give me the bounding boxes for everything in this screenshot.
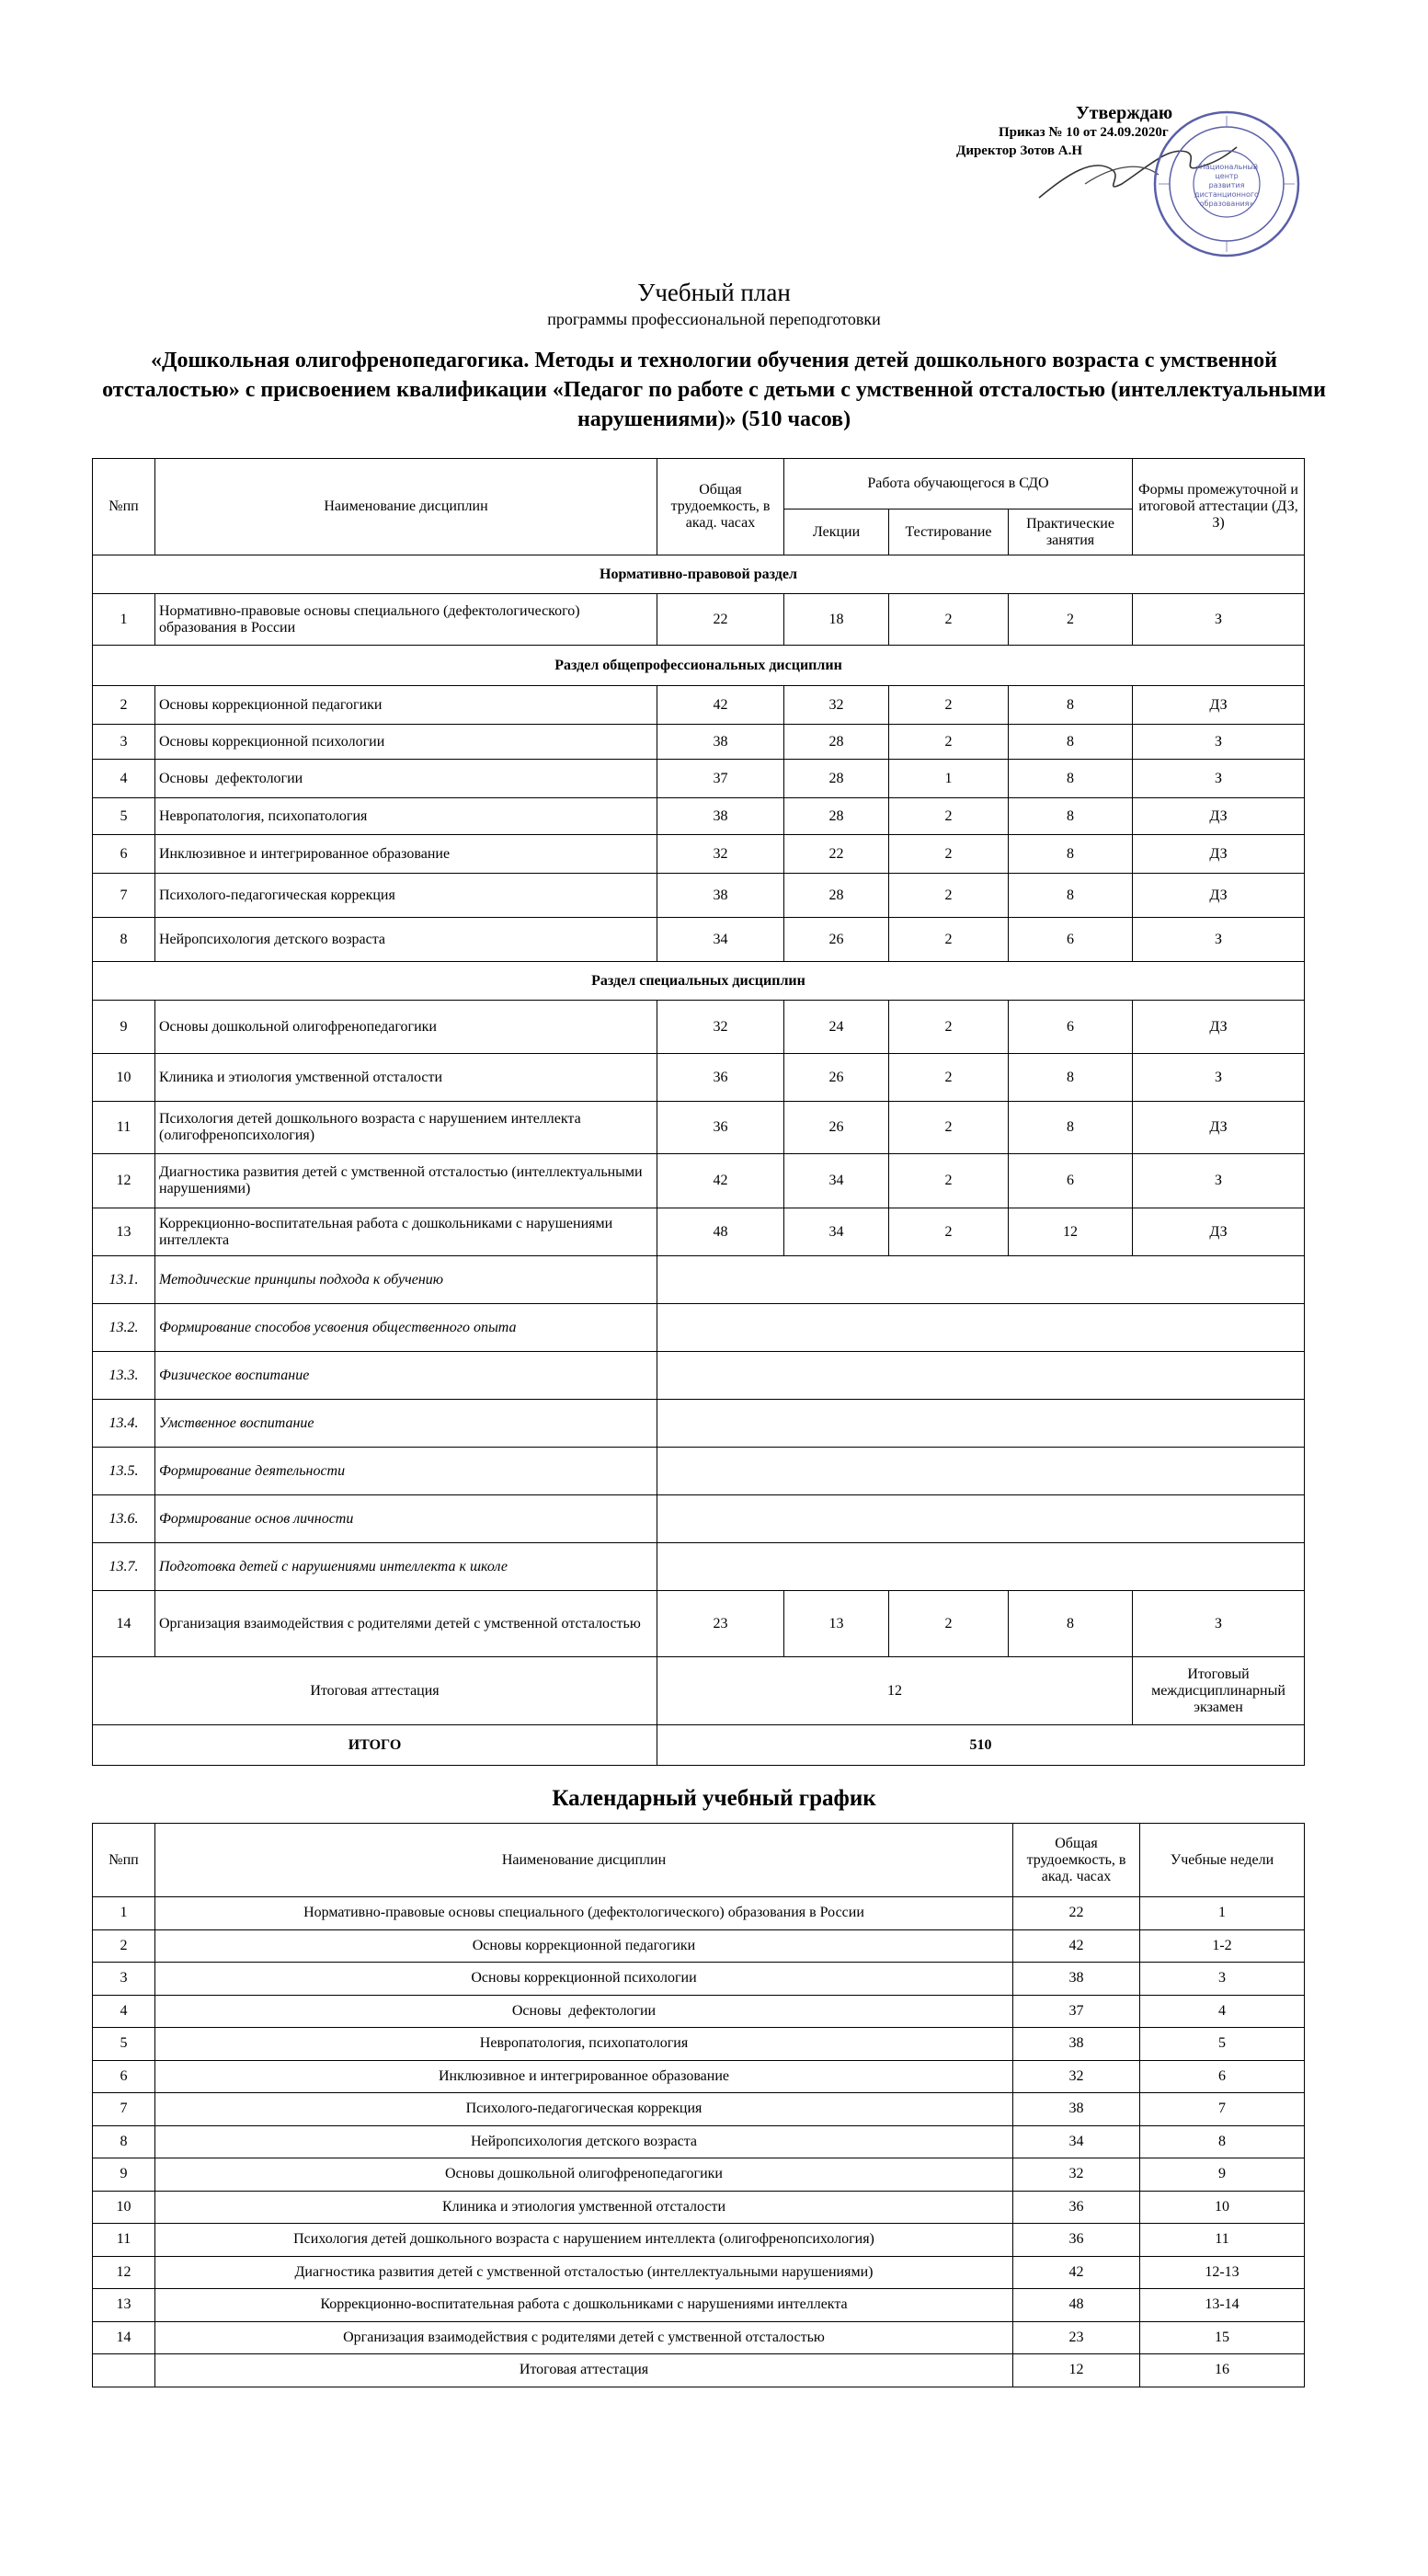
plan-header-name: Наименование дисциплин <box>155 459 657 555</box>
row-num: 6 <box>93 835 155 874</box>
row-num: 4 <box>93 760 155 798</box>
row-lectures: 34 <box>784 1154 889 1208</box>
sub-row <box>93 1543 1305 1591</box>
row-name: Организация взаимодействия с родителями детей с умственной отсталостью <box>155 1591 657 1657</box>
svg-text:развития: развития <box>1208 181 1245 189</box>
svg-text:дистанционного: дистанционного <box>1194 190 1259 199</box>
row-testing: 1 <box>889 760 1009 798</box>
plan-header-practice: Практические занятия <box>1009 509 1133 555</box>
total-row <box>93 1725 1305 1766</box>
cal-row-name: Психология детей дошкольного возраста с нарушением интеллекта (олигофренопсихология) <box>155 2224 1013 2257</box>
row-lectures: 24 <box>784 1001 889 1054</box>
row-testing: 2 <box>889 686 1009 725</box>
final-hours: 12 <box>657 1657 1133 1725</box>
row-form: ДЗ <box>1133 1208 1305 1256</box>
table-row <box>93 725 1305 760</box>
row-total: 48 <box>657 1208 784 1256</box>
row-total: 34 <box>657 918 784 962</box>
row-practice: 6 <box>1009 1001 1133 1054</box>
row-total: 32 <box>657 1001 784 1054</box>
table-row <box>93 2191 1305 2224</box>
cal-row-weeks: 16 <box>1140 2354 1305 2387</box>
table-row <box>93 1929 1305 1963</box>
row-name: Невропатология, психопатология <box>155 798 657 835</box>
plan-section-2: Раздел общепрофессиональных дисциплин <box>93 646 1305 686</box>
cal-row-num: 7 <box>93 2093 155 2126</box>
plan-header-testing: Тестирование <box>889 509 1009 555</box>
row-form: З <box>1133 594 1305 646</box>
row-num: 9 <box>93 1001 155 1054</box>
row-lectures: 26 <box>784 1054 889 1102</box>
row-name: Диагностика развития детей с умственной отсталостью (интеллектуальными нарушениями) <box>155 1154 657 1208</box>
cal-row-name: Основы коррекционной педагогики <box>155 1929 1013 1963</box>
row-total: 23 <box>657 1591 784 1657</box>
subrow-empty <box>657 1352 1305 1400</box>
row-total: 38 <box>657 725 784 760</box>
table-row <box>93 1897 1305 1930</box>
cal-row-total: 23 <box>1013 2321 1140 2354</box>
table-row <box>93 686 1305 725</box>
row-num: 8 <box>93 918 155 962</box>
table-row <box>93 874 1305 918</box>
subrow-name: Формирование основ личности <box>155 1495 657 1543</box>
row-testing: 2 <box>889 1102 1009 1154</box>
svg-text:«Национальный: «Национальный <box>1194 163 1259 171</box>
cal-header-num: №пп <box>93 1824 155 1897</box>
cal-row-num: 8 <box>93 2125 155 2158</box>
row-testing: 2 <box>889 798 1009 835</box>
row-testing: 2 <box>889 1154 1009 1208</box>
row-testing: 2 <box>889 1054 1009 1102</box>
row-practice: 8 <box>1009 686 1133 725</box>
cal-row-num: 2 <box>93 1929 155 1963</box>
cal-row-weeks: 11 <box>1140 2224 1305 2257</box>
cal-header-weeks: Учебные недели <box>1140 1824 1305 1897</box>
sub-row <box>93 1256 1305 1304</box>
cal-row-name: Нормативно-правовые основы специального (дефектологического) образования в России <box>155 1897 1013 1930</box>
row-practice: 8 <box>1009 798 1133 835</box>
row-practice: 8 <box>1009 1591 1133 1657</box>
row-name: Нормативно-правовые основы специального (дефектологического) образования в России <box>155 594 657 646</box>
plan-section-1: Нормативно-правовой раздел <box>93 555 1305 594</box>
subrow-name: Формирование способов усвоения общественного опыта <box>155 1304 657 1352</box>
table-row <box>93 2321 1305 2354</box>
table-row <box>93 1995 1305 2028</box>
approval-heading: Утверждаю <box>1076 103 1173 123</box>
subrow-empty <box>657 1256 1305 1304</box>
table-row <box>93 1154 1305 1208</box>
row-lectures: 28 <box>784 798 889 835</box>
cal-row-weeks: 6 <box>1140 2060 1305 2093</box>
table-row <box>93 918 1305 962</box>
subrow-num: 13.1. <box>93 1256 155 1304</box>
cal-row-num: 11 <box>93 2224 155 2257</box>
plan-section-3: Раздел специальных дисциплин <box>93 962 1305 1001</box>
row-form: З <box>1133 725 1305 760</box>
row-form: З <box>1133 1591 1305 1657</box>
sub-row <box>93 1400 1305 1448</box>
table-row <box>93 835 1305 874</box>
cal-row-total: 32 <box>1013 2060 1140 2093</box>
row-lectures: 34 <box>784 1208 889 1256</box>
row-practice: 8 <box>1009 835 1133 874</box>
svg-text:образования»: образования» <box>1199 200 1254 208</box>
cal-row-weeks: 12-13 <box>1140 2256 1305 2289</box>
row-name: Основы коррекционной педагогики <box>155 686 657 725</box>
row-testing: 2 <box>889 918 1009 962</box>
approval-order: Приказ № 10 от 24.09.2020г <box>999 125 1169 140</box>
row-testing: 2 <box>889 1001 1009 1054</box>
cal-row-weeks: 13-14 <box>1140 2289 1305 2322</box>
row-form: ДЗ <box>1133 1001 1305 1054</box>
row-name: Психолого-педагогическая коррекция <box>155 874 657 918</box>
row-form: З <box>1133 1154 1305 1208</box>
row-num: 14 <box>93 1591 155 1657</box>
table-row <box>93 1963 1305 1996</box>
cal-row-name: Инклюзивное и интегрированное образование <box>155 2060 1013 2093</box>
plan-header-forms: Формы промежуточной и итоговой аттестации (ДЗ, З) <box>1133 459 1305 555</box>
cal-row-total: 42 <box>1013 2256 1140 2289</box>
cal-row-total: 32 <box>1013 2158 1140 2192</box>
row-num: 1 <box>93 594 155 646</box>
cal-row-total: 22 <box>1013 1897 1140 1930</box>
plan-header-num: №пп <box>93 459 155 555</box>
table-row <box>93 1102 1305 1154</box>
row-lectures: 18 <box>784 594 889 646</box>
total-label: ИТОГО <box>93 1725 657 1766</box>
subrow-name: Формирование деятельности <box>155 1448 657 1495</box>
row-total: 36 <box>657 1102 784 1154</box>
row-practice: 8 <box>1009 1054 1133 1102</box>
cal-row-total: 36 <box>1013 2224 1140 2257</box>
row-total: 22 <box>657 594 784 646</box>
row-form: ДЗ <box>1133 798 1305 835</box>
cal-row-total: 34 <box>1013 2125 1140 2158</box>
row-num: 11 <box>93 1102 155 1154</box>
cal-row-total: 37 <box>1013 1995 1140 2028</box>
table-row <box>93 1054 1305 1102</box>
row-practice: 6 <box>1009 918 1133 962</box>
row-lectures: 28 <box>784 725 889 760</box>
table-row <box>93 1208 1305 1256</box>
table-row <box>93 760 1305 798</box>
row-form: З <box>1133 760 1305 798</box>
row-practice: 8 <box>1009 760 1133 798</box>
cal-row-total: 42 <box>1013 1929 1140 1963</box>
plan-header-lectures: Лекции <box>784 509 889 555</box>
cal-row-name: Основы дошкольной олигофренопедагогики <box>155 2158 1013 2192</box>
table-row <box>93 2028 1305 2061</box>
table-row <box>93 594 1305 646</box>
cal-row-name: Психолого-педагогическая коррекция <box>155 2093 1013 2126</box>
row-total: 37 <box>657 760 784 798</box>
cal-row-weeks: 9 <box>1140 2158 1305 2192</box>
row-num: 3 <box>93 725 155 760</box>
row-testing: 2 <box>889 835 1009 874</box>
row-num: 5 <box>93 798 155 835</box>
cal-row-num: 6 <box>93 2060 155 2093</box>
cal-row-num: 5 <box>93 2028 155 2061</box>
row-form: З <box>1133 1054 1305 1102</box>
cal-header-total: Общая трудоемкость, в акад. часах <box>1013 1824 1140 1897</box>
calendar-table <box>92 1823 1305 2387</box>
subrow-num: 13.2. <box>93 1304 155 1352</box>
stamp-seal <box>1151 109 1303 260</box>
cal-row-name: Диагностика развития детей с умственной отсталостью (интеллектуальными нарушениями) <box>155 2256 1013 2289</box>
row-total: 36 <box>657 1054 784 1102</box>
row-testing: 2 <box>889 874 1009 918</box>
cal-row-name: Итоговая аттестация <box>155 2354 1013 2387</box>
row-name: Клиника и этиология умственной отсталости <box>155 1054 657 1102</box>
row-num: 7 <box>93 874 155 918</box>
final-label: Итоговая аттестация <box>93 1657 657 1725</box>
cal-row-num: 9 <box>93 2158 155 2192</box>
table-row <box>93 2256 1305 2289</box>
sub-row <box>93 1448 1305 1495</box>
subrow-empty <box>657 1400 1305 1448</box>
row-name: Психология детей дошкольного возраста с нарушением интеллекта (олигофренопсихология) <box>155 1102 657 1154</box>
row-form: ДЗ <box>1133 874 1305 918</box>
subrow-num: 13.5. <box>93 1448 155 1495</box>
cal-row-name: Основы дефектологии <box>155 1995 1013 2028</box>
page-subtitle: программы профессиональной переподготовки <box>547 310 881 328</box>
sub-row <box>93 1304 1305 1352</box>
page-title: Учебный план <box>637 279 791 306</box>
row-num: 10 <box>93 1054 155 1102</box>
table-row <box>93 2224 1305 2257</box>
svg-text:центр: центр <box>1215 172 1239 180</box>
cal-row-name: Организация взаимодействия с родителями детей с умственной отсталостью <box>155 2321 1013 2354</box>
row-num: 2 <box>93 686 155 725</box>
row-name: Нейропсихология детского возраста <box>155 918 657 962</box>
cal-row-weeks: 15 <box>1140 2321 1305 2354</box>
sub-row <box>93 1352 1305 1400</box>
subrow-name: Физическое воспитание <box>155 1352 657 1400</box>
row-lectures: 28 <box>784 760 889 798</box>
cal-row-weeks: 5 <box>1140 2028 1305 2061</box>
row-lectures: 26 <box>784 918 889 962</box>
row-lectures: 22 <box>784 835 889 874</box>
row-form: З <box>1133 918 1305 962</box>
subrow-num: 13.7. <box>93 1543 155 1591</box>
subrow-num: 13.4. <box>93 1400 155 1448</box>
row-lectures: 32 <box>784 686 889 725</box>
row-testing: 2 <box>889 1591 1009 1657</box>
table-row <box>93 2354 1305 2387</box>
row-practice: 8 <box>1009 725 1133 760</box>
row-form: ДЗ <box>1133 1102 1305 1154</box>
cal-row-weeks: 7 <box>1140 2093 1305 2126</box>
cal-row-weeks: 8 <box>1140 2125 1305 2158</box>
cal-row-name: Невропатология, психопатология <box>155 2028 1013 2061</box>
cal-row-weeks: 1-2 <box>1140 1929 1305 1963</box>
subrow-name: Методические принципы подхода к обучению <box>155 1256 657 1304</box>
subrow-empty <box>657 1543 1305 1591</box>
subrow-name: Умственное воспитание <box>155 1400 657 1448</box>
table-row <box>93 2125 1305 2158</box>
row-name: Коррекционно-воспитательная работа с дошкольниками с нарушениями интеллекта <box>155 1208 657 1256</box>
cal-row-num <box>93 2354 155 2387</box>
subrow-empty <box>657 1304 1305 1352</box>
row-lectures: 26 <box>784 1102 889 1154</box>
cal-row-name: Основы коррекционной психологии <box>155 1963 1013 1996</box>
final-form: Итоговый междисциплинарный экзамен <box>1133 1657 1305 1725</box>
row-practice: 6 <box>1009 1154 1133 1208</box>
cal-row-weeks: 1 <box>1140 1897 1305 1930</box>
table-row <box>93 1001 1305 1054</box>
cal-row-num: 3 <box>93 1963 155 1996</box>
table-row <box>93 2093 1305 2126</box>
cal-row-name: Коррекционно-воспитательная работа с дошкольниками с нарушениями интеллекта <box>155 2289 1013 2322</box>
cal-row-total: 38 <box>1013 1963 1140 1996</box>
subrow-num: 13.6. <box>93 1495 155 1543</box>
row-name: Основы коррекционной психологии <box>155 725 657 760</box>
subrow-empty <box>657 1448 1305 1495</box>
row-name: Инклюзивное и интегрированное образование <box>155 835 657 874</box>
cal-row-total: 12 <box>1013 2354 1140 2387</box>
cal-row-num: 10 <box>93 2191 155 2224</box>
table-row <box>93 2158 1305 2192</box>
final-attestation-row <box>93 1657 1305 1725</box>
cal-row-weeks: 4 <box>1140 1995 1305 2028</box>
plan-header-total: Общая трудоемкость, в акад. часах <box>657 459 784 555</box>
row-practice: 12 <box>1009 1208 1133 1256</box>
cal-header-name: Наименование дисциплин <box>155 1824 1013 1897</box>
row-total: 42 <box>657 1154 784 1208</box>
row-lectures: 28 <box>784 874 889 918</box>
row-practice: 8 <box>1009 874 1133 918</box>
plan-header-work: Работа обучающегося в СДО <box>784 459 1133 509</box>
row-total: 38 <box>657 874 784 918</box>
cal-row-num: 12 <box>93 2256 155 2289</box>
cal-row-name: Клиника и этиология умственной отсталости <box>155 2191 1013 2224</box>
cal-row-total: 36 <box>1013 2191 1140 2224</box>
cal-row-weeks: 10 <box>1140 2191 1305 2224</box>
subrow-empty <box>657 1495 1305 1543</box>
table-row <box>93 2289 1305 2322</box>
row-total: 38 <box>657 798 784 835</box>
total-hours: 510 <box>657 1725 1305 1766</box>
row-form: ДЗ <box>1133 835 1305 874</box>
sub-row <box>93 1495 1305 1543</box>
row-num: 12 <box>93 1154 155 1208</box>
cal-row-num: 1 <box>93 1897 155 1930</box>
calendar-title: Календарный учебный график <box>552 1786 876 1811</box>
row-total: 32 <box>657 835 784 874</box>
cal-row-total: 38 <box>1013 2093 1140 2126</box>
row-testing: 2 <box>889 594 1009 646</box>
table-row <box>93 1591 1305 1657</box>
row-form: ДЗ <box>1133 686 1305 725</box>
program-title: «Дошкольная олигофренопедагогика. Методы и технологии обучения детей дошкольного возраста с умственной отсталостью» с присвоением квалификации «Педагог по работе с детьми с умственной отсталостью (интеллектуальными нарушениями)» (510 часов) <box>102 349 1326 431</box>
subrow-num: 13.3. <box>93 1352 155 1400</box>
cal-row-name: Нейропсихология детского возраста <box>155 2125 1013 2158</box>
approval-director: Директор Зотов А.Н <box>956 143 1082 158</box>
row-testing: 2 <box>889 725 1009 760</box>
cal-row-num: 4 <box>93 1995 155 2028</box>
cal-row-total: 48 <box>1013 2289 1140 2322</box>
row-practice: 2 <box>1009 594 1133 646</box>
row-practice: 8 <box>1009 1102 1133 1154</box>
row-name: Основы дефектологии <box>155 760 657 798</box>
row-name: Основы дошкольной олигофренопедагогики <box>155 1001 657 1054</box>
cal-row-num: 14 <box>93 2321 155 2354</box>
row-lectures: 13 <box>784 1591 889 1657</box>
cal-row-total: 38 <box>1013 2028 1140 2061</box>
cal-row-weeks: 3 <box>1140 1963 1305 1996</box>
row-num: 13 <box>93 1208 155 1256</box>
curriculum-table <box>92 458 1305 1766</box>
row-total: 42 <box>657 686 784 725</box>
table-row <box>93 798 1305 835</box>
row-testing: 2 <box>889 1208 1009 1256</box>
table-row <box>93 2060 1305 2093</box>
cal-row-num: 13 <box>93 2289 155 2322</box>
subrow-name: Подготовка детей с нарушениями интеллекта к школе <box>155 1543 657 1591</box>
